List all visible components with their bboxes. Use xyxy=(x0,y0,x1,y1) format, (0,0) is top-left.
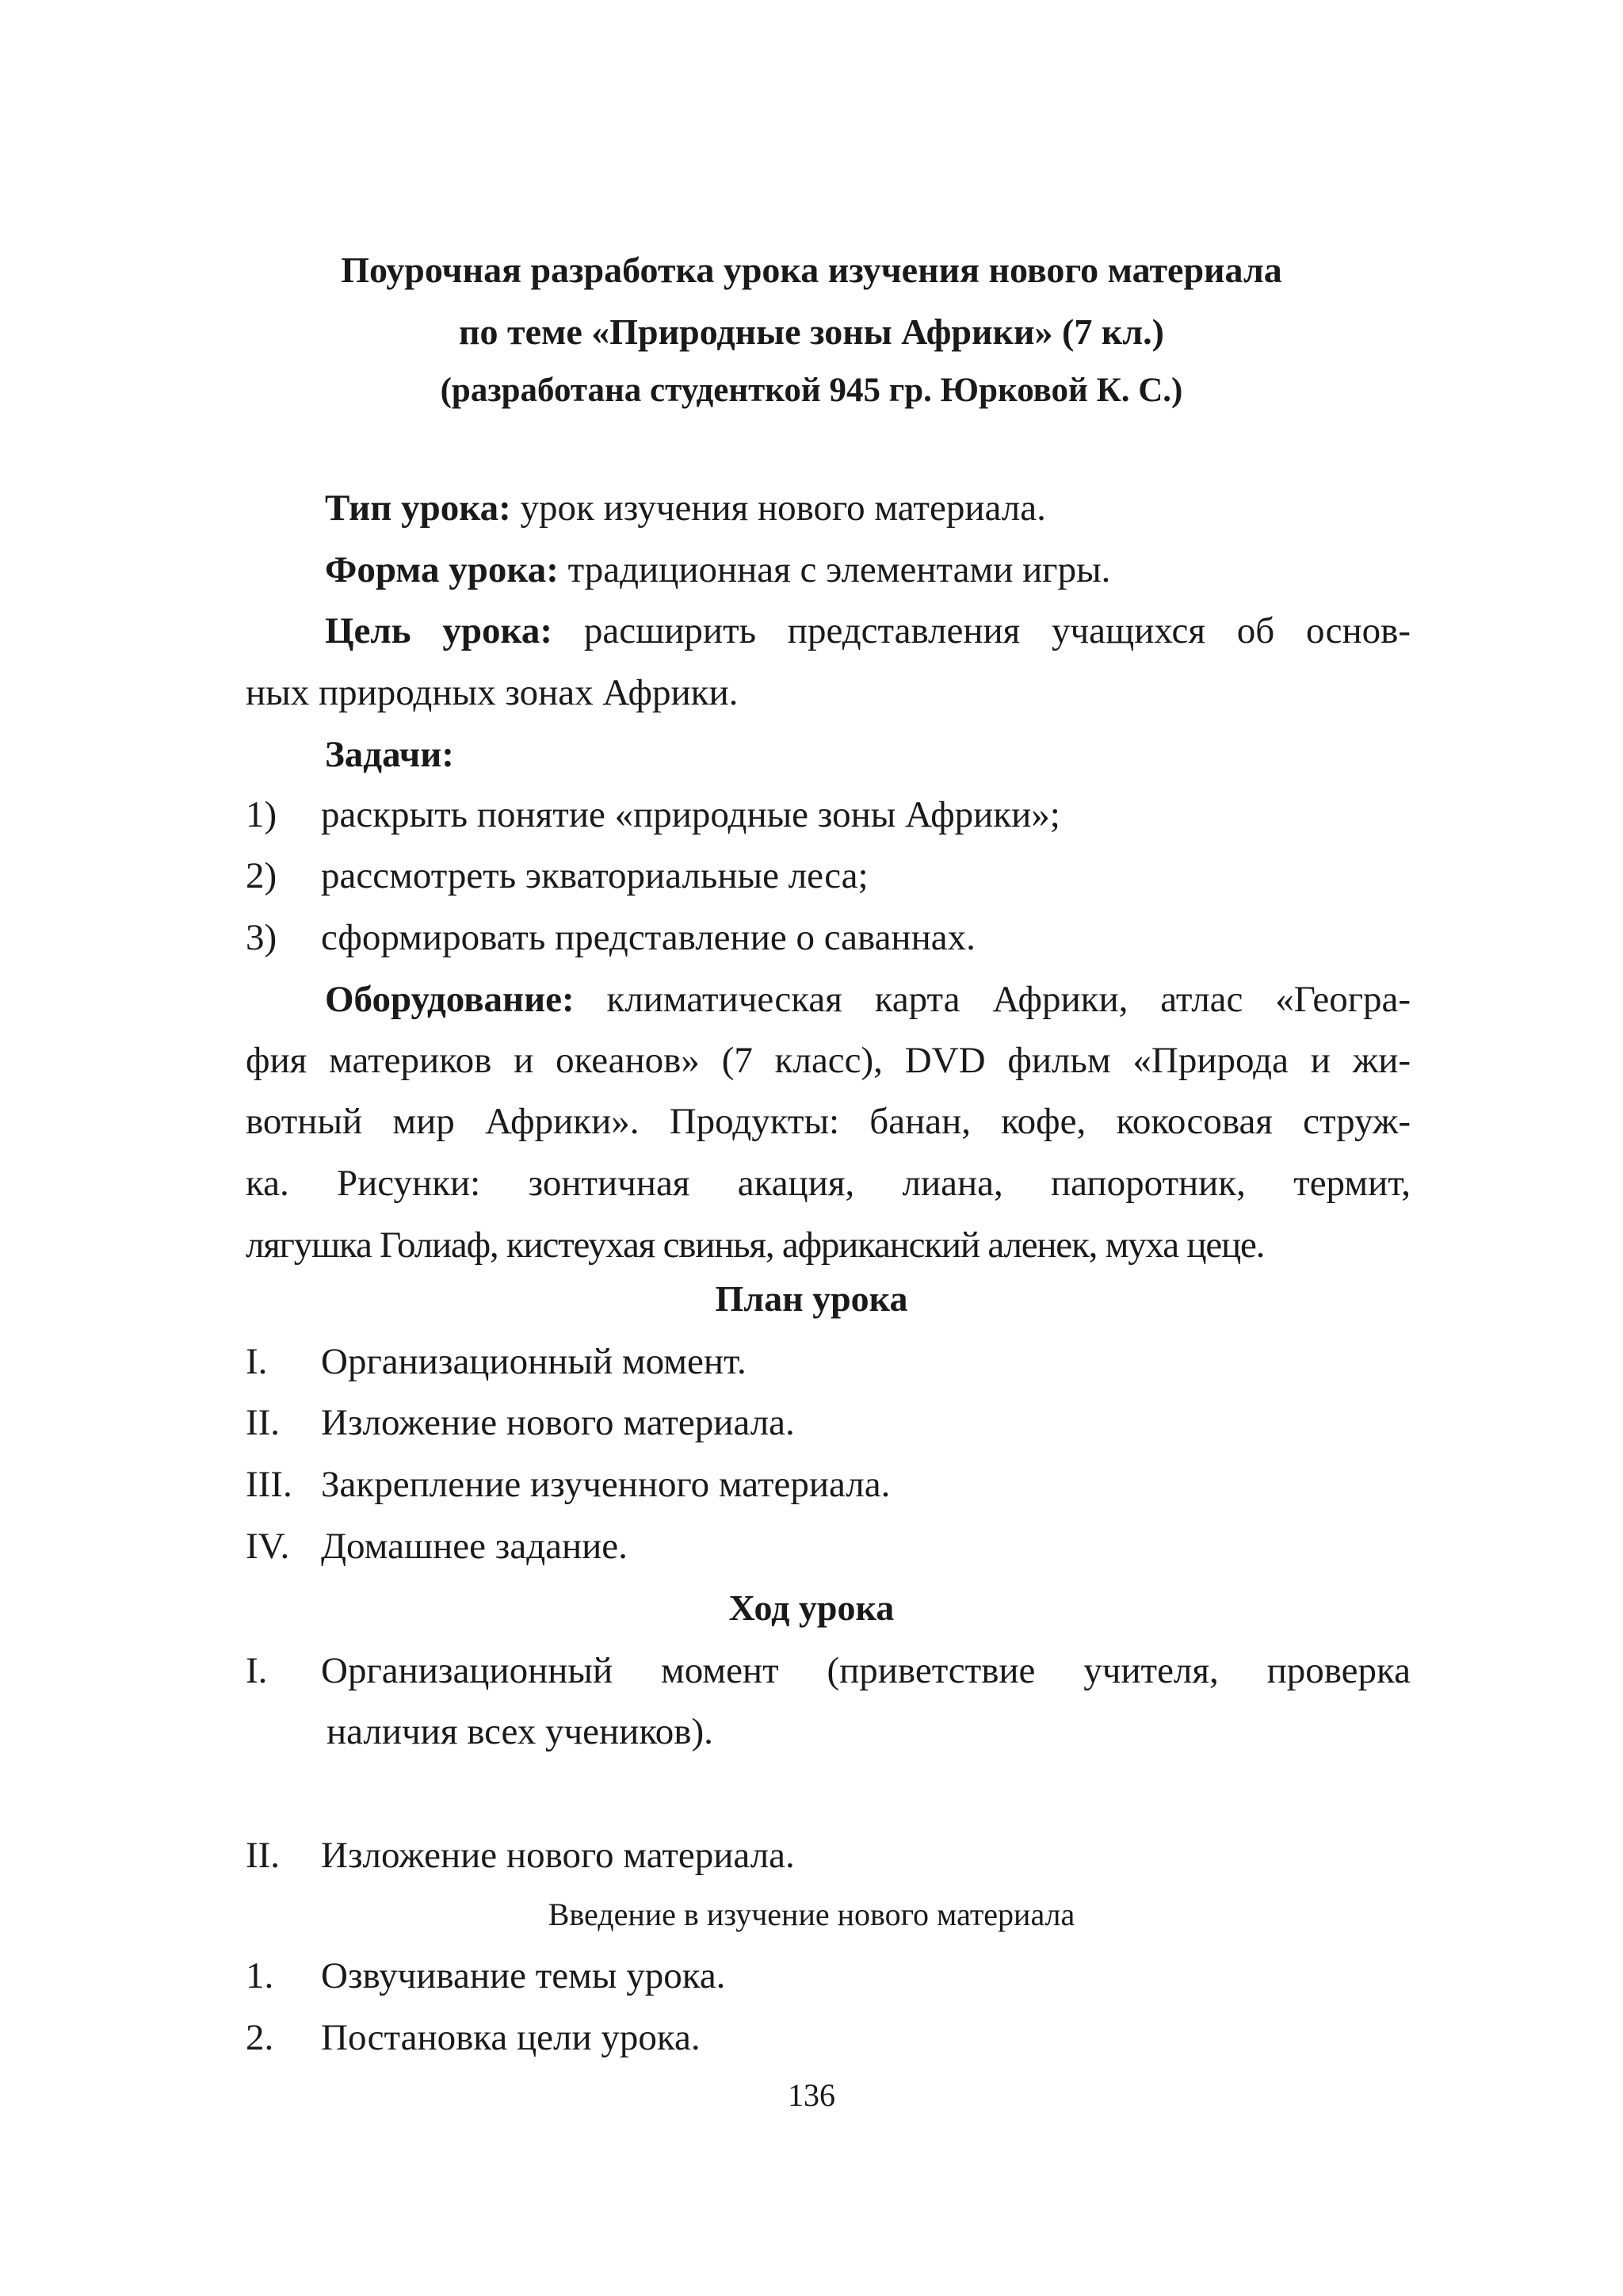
lesson-goal-label: Цель урока: xyxy=(325,610,553,651)
equipment-line-5: лягушка Голиаф, кистеухая свинья, африканский аленек, муха цеце. xyxy=(246,1224,1265,1266)
lesson-form-label: Форма урока: xyxy=(325,549,559,590)
step-item: Постановка цели урока. xyxy=(321,2017,701,2058)
plan-number: II. xyxy=(246,1402,281,1443)
equipment-label: Оборудование: xyxy=(325,979,575,1020)
lesson-type xyxy=(325,487,1046,529)
lesson-type-label: Тип урока: xyxy=(325,487,511,529)
task-item: раскрыть понятие «природные зоны Африки»; xyxy=(321,794,1060,835)
course-subheading: Введение в изучение нового материала xyxy=(548,1897,1075,1932)
step-item: Озвучивание темы урока. xyxy=(321,1955,726,1996)
course-number: I. xyxy=(246,1650,268,1691)
plan-item: Закрепление изученного материала. xyxy=(321,1464,891,1505)
plan-item: Изложение нового материала. xyxy=(321,1402,795,1443)
lesson-form xyxy=(325,549,1111,590)
plan-number: IV. xyxy=(246,1526,290,1567)
page-title-line-2: по теме «Природные зоны Африки» (7 кл.) xyxy=(459,311,1164,352)
task-item: сформировать представление о саваннах. xyxy=(321,917,976,958)
lesson-goal-line-2: ных природных зонах Африки. xyxy=(246,672,739,713)
equipment-text: климатическая карта Африки, атлас «Геогра- xyxy=(574,979,1411,1020)
step-number: 1. xyxy=(246,1955,274,1996)
task-number: 2) xyxy=(246,855,277,896)
plan-item: Организационный момент. xyxy=(321,1341,747,1382)
page-title-line-3: (разработана студенткой 945 гр. Юрковой К. С.) xyxy=(440,372,1183,409)
page-number: 136 xyxy=(788,2077,835,2113)
lesson-goal-line-1 xyxy=(325,610,1411,651)
plan-number: III. xyxy=(246,1464,292,1505)
plan-item: Домашнее задание. xyxy=(321,1526,628,1567)
equipment-line-1 xyxy=(325,981,1411,1018)
course-number: II. xyxy=(246,1835,281,1876)
course-item: Изложение нового материала. xyxy=(321,1835,795,1876)
course-heading: Ход урока xyxy=(728,1587,895,1628)
lesson-type-text: урок изучения нового материала. xyxy=(510,487,1046,529)
equipment-line-3: вотный мир Африки». Продукты: банан, кофе, кокосовая струж- xyxy=(246,1101,1411,1142)
equipment-line-2: фия материков и океанов» (7 класс), DVD фильм «Природа и жи- xyxy=(246,1040,1411,1081)
task-number: 1) xyxy=(246,794,277,835)
lesson-form-text: традиционная с элементами игры. xyxy=(558,549,1111,590)
step-number: 2. xyxy=(246,2017,274,2058)
plan-number: I. xyxy=(246,1341,268,1382)
equipment-line-4: ка. Рисунки: зонтичная акация, лиана, папоротник, термит, xyxy=(246,1163,1411,1204)
tasks-label: Задачи: xyxy=(325,734,454,775)
task-item: рассмотреть экваториальные леса; xyxy=(321,855,869,896)
page-title-line-1: Поурочная разработка урока изучения нового материала xyxy=(341,250,1282,290)
course-item-line-1: Организационный момент (приветствие учителя, проверка xyxy=(321,1650,1411,1691)
lesson-goal-text: расширить представления учащихся об основ- xyxy=(552,610,1411,651)
course-item-line-2: наличия всех учеников). xyxy=(327,1711,713,1752)
plan-heading: План урока xyxy=(715,1278,908,1319)
task-number: 3) xyxy=(246,917,277,958)
